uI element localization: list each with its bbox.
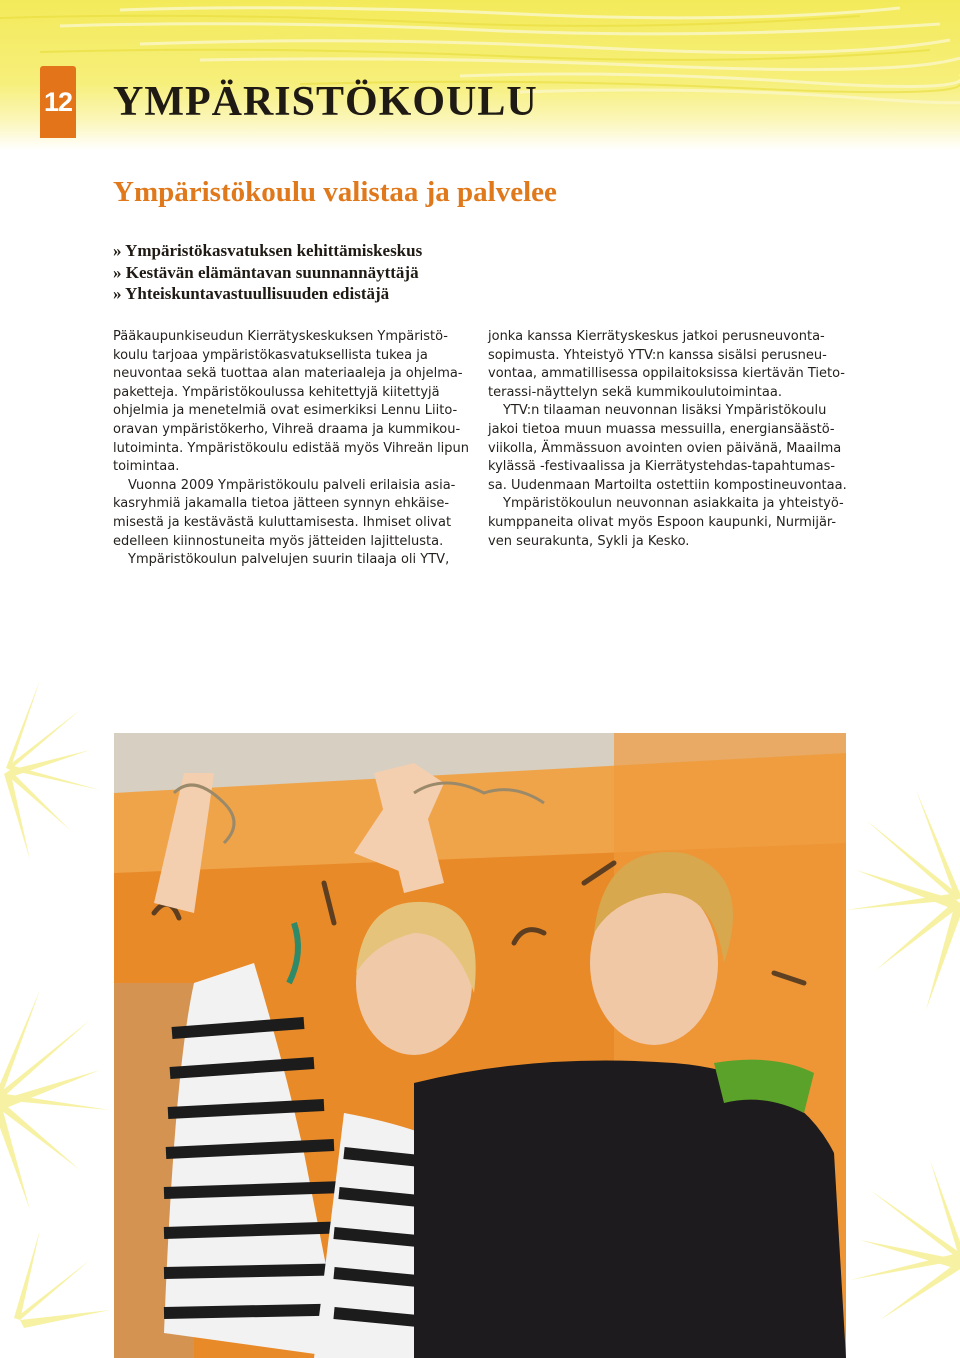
brush-texture xyxy=(0,0,960,150)
body-line: toimintaa. xyxy=(113,459,180,475)
page-number: 12 xyxy=(43,86,73,117)
body-line: koulu tarjoaa ympäristökasvatuksellista tukea ja xyxy=(113,347,428,363)
body-paragraph xyxy=(488,328,860,402)
body-line: sa. Uudenmaan Martoilta ostettiin kompostineuvontaa. xyxy=(488,477,847,493)
body-line: edelleen kiinnostuneita myös jätteiden lajittelusta. xyxy=(113,533,444,549)
body-line: terassi-näyttelyn sekä kummikoulutoimintaa. xyxy=(488,384,782,400)
section-title: YMPÄRISTÖKOULU xyxy=(113,79,538,125)
body-line: ohjelmia ja menetelmiä ovat esimerkiksi Lennu Liito- xyxy=(113,403,458,419)
body-paragraph xyxy=(488,402,860,495)
highlight-item: » Yhteiskuntavastuullisuuden edistäjä xyxy=(113,284,390,303)
highlight-item: » Kestävän elämäntavan suunnannäyttäjä xyxy=(113,262,419,282)
body-line: Ympäristökoulun palvelujen suurin tilaaja oli YTV, xyxy=(128,552,450,568)
body-line: vontaa, ammatillisessa oppilaitoksissa kiertävän Tieto- xyxy=(488,366,845,382)
body-line: Pääkaupunkiseudun Kierrätyskeskuksen Ympäristö- xyxy=(113,329,448,344)
body-paragraph xyxy=(488,495,860,551)
body-line: oravan ympäristökerho, Vihreä draama ja kummikou- xyxy=(113,421,461,437)
body-column-left xyxy=(113,328,485,570)
article-heading: Ympäristökoulu valistaa ja palvelee xyxy=(113,176,557,208)
body-line: YTV:n tilaaman neuvonnan lisäksi Ympäristökoulu xyxy=(503,403,827,419)
body-line: jakoi tietoa muun muassa messuilla, energiansäästö- xyxy=(488,421,835,437)
body-line: kumppaneita olivat myös Espoon kaupunki, Nurmijär- xyxy=(488,514,837,530)
body-line: lutoiminta. Ympäristökoulu edistää myös Vihreän lipun xyxy=(113,440,470,456)
body-column-right xyxy=(488,328,860,551)
body-line: Vuonna 2009 Ympäristökoulu palveli erilaisia asia- xyxy=(128,477,456,493)
body-line: viikolla, Ämmässuon avointen ovien päivänä, Maailma xyxy=(488,440,842,456)
body-line: Ympäristökoulun neuvonnan asiakkaita ja yhteistyö- xyxy=(503,496,844,512)
photo-illustration xyxy=(114,733,846,1358)
highlight-list xyxy=(113,240,422,305)
body-line: ven seurakunta, Sykli ja Kesko. xyxy=(488,533,690,549)
body-line: paketteja. Ympäristökoulussa kehitettyjä kiitettyjä xyxy=(113,384,440,400)
body-paragraph xyxy=(113,328,485,477)
page-number-tab xyxy=(40,66,76,138)
body-line: misestä ja kestävästä kuluttamisesta. Ihmiset olivat xyxy=(113,514,452,530)
body-line: kasryhmiä jakamalla tietoa jätteen synnyn ehkäise- xyxy=(113,496,450,512)
header-band xyxy=(0,0,960,150)
body-line: kylässä -festivaalissa ja Kierrätystehdas-tapahtumas- xyxy=(488,459,836,475)
body-line: neuvontaa sekä tuottaa alan materiaaleja ja ohjelma- xyxy=(113,366,463,382)
body-line: jonka kanssa Kierrätyskeskus jatkoi perusneuvonta- xyxy=(488,329,825,344)
body-paragraph xyxy=(113,551,485,570)
flower-decoration-left xyxy=(0,680,114,1358)
body-line: sopimusta. Yhteistyö YTV:n kanssa sisälsi perusneu- xyxy=(488,347,827,363)
article-photo xyxy=(114,733,846,1358)
highlight-item: » Ympäristökasvatuksen kehittämiskeskus xyxy=(113,241,423,260)
body-paragraph xyxy=(113,477,485,551)
flower-decoration-right xyxy=(846,700,960,1358)
